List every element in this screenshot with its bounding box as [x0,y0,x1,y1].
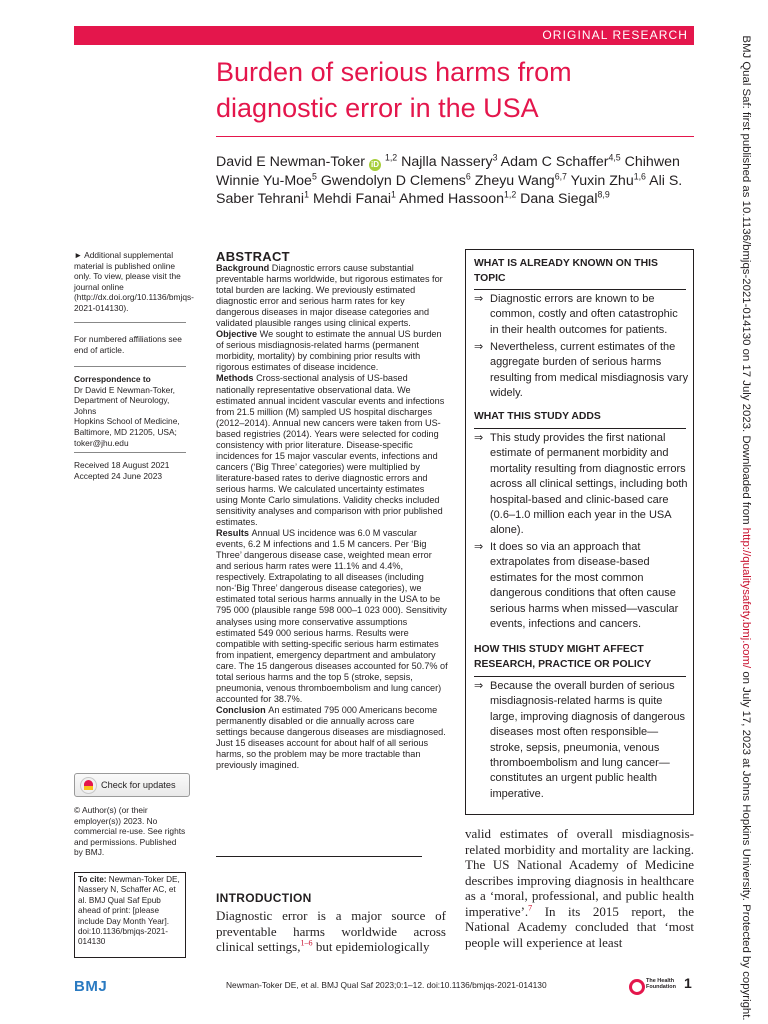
intro-text-part: Diagnostic error is a major source of preventable harms worldwide across clinical settings, [216,908,446,954]
arrow-icon: ⇒ [474,293,484,305]
author-affiliation: 1 [304,189,309,200]
arrow-icon: ⇒ [474,432,484,444]
cite-text: Newman-Toker DE, Nassery N, Schaffer AC, et al. BMJ Qual Saf Epub ahead of print: [please include Day Month Year]. doi:10.1136/bmjqs-2021-014130 [78,875,180,947]
box-item [474,340,689,402]
correspondence-heading: Correspondence to [74,374,151,384]
abstract-divider [216,856,422,857]
author-affiliation: 1,6 [633,170,646,181]
author-list [216,153,694,209]
left-divider [74,366,186,367]
affiliations-note: For numbered affiliations see end of article. [74,334,182,355]
box-item [474,679,689,802]
arrow-icon: ⇒ [474,680,484,692]
correspondence-line: Hopkins School of Medicine, [74,416,180,427]
author-name[interactable]: David E Newman-Toker [216,154,366,170]
author-name[interactable]: Mehdi Fanai [312,191,392,207]
author-name[interactable]: Adam C Schaffer [500,154,609,170]
box-item-text: Nevertheless, current estimates of the aggregate burden of serious harms resulting from medical misdiagnosis vary widely. [490,341,689,400]
box-heading-affect: HOW THIS STUDY MIGHT AFFECT RESEARCH, PRACTICE OR POLICY [474,644,652,670]
author-name[interactable]: Ali S. Saber Tehrani [216,172,683,207]
arrow-icon: ⇒ [474,541,484,553]
abstract-label: Background [216,263,270,273]
author-affiliation: 1 [391,189,396,200]
check-for-updates-button[interactable] [74,773,190,797]
abstract-section [216,705,448,771]
abstract-section [216,373,448,528]
box-item-text: This study provides the first national estimate of permanent morbidity and mortality resulting from diagnostic errors across all clinical settings, including both hospital-based and clinic-based care (0.6–1.0 million each year in the USA alone). [490,432,688,537]
box-item-text: Diagnostic errors are known to be common, costly and often catastrophic in their health outcomes for patients. [490,293,678,336]
intro-text-part: but epidemiologically [312,939,430,954]
abstract-text: Cross-sectional analysis of US-based nationally representative observational data. We estimated annual incident vascular events and infections from 21.5 million (M) sampled US hospital discharges (2012–2014). Annual new cancers were taken from US-based registries (2014). Years were selected for coding consistency with prior literature. Disease-specific incidences for 15 major vascular events, infections and cancers (‘Big Three’ categories) were multiplied by literature-based rates to derive diagnostic errors and serious harms. We calculated uncertainty estimates using Monte Carlo simulations. Validity checks included sensitivity analyses and comparison with prior published estimates. [216,373,445,528]
box-item [474,431,689,539]
box-divider [474,428,686,429]
box-heading-known: WHAT IS ALREADY KNOWN ON THIS TOPIC [474,258,658,284]
side-note-link[interactable]: http://qualitysafety.bmj.com/ [740,527,752,669]
left-divider [74,322,186,323]
abstract-section [216,263,448,329]
bmj-logo: BMJ [74,978,108,995]
body-text-part: valid estimates of overall misdiagnosis-related morbidity and mortality are lacking. The US National Academy of Medicine describes improving diagnosis in healthcare as a ‘moral, professional, and public health imperative’. [465,826,694,919]
abstract-text: Annual US incidence was 6.0 M vascular events, 6.2 M infections and 1.5 M cancers. Per ‘Big Three’ dangerous disease case, weighted mean error and serious harm rates were 11.1% and 4.4%, respectively. Extrapolating to all diseases (including non-‘Big Three’ dangerous disease categories), we estimated total serious harms annually in the USA to be 795 000 (plausible range 598 000–1 023 000). Sensitivity analyses using more conservative assumptions estimated 549 000 serious harms. Results were compatible with setting-specific serious harm estimates from inpatient, emergency department and ambulatory care. The 15 dangerous diseases accounted for 50.7% of total serious harms and the top 5 (stroke, sepsis, pneumonia, venous thromboembolism and lung cancer) accounted for 38.7%. [216,528,448,704]
author-affiliation: 5 [311,170,317,181]
orcid-icon[interactable]: iD [370,160,379,169]
dates-block [74,460,186,481]
abstract-label: Methods [216,373,254,384]
footer-citation: Newman-Toker DE, et al. BMJ Qual Saf 2023;0:1–12. doi:10.1136/bmjqs-2021-014130 [226,980,547,990]
abstract-text: We sought to estimate the annual US burden of serious misdiagnosis-related harms (permanent morbidity, mortality) by combining prior results with rigorous estimates of disease incidence. [216,329,442,373]
box-item [474,540,689,632]
box-divider [474,676,686,677]
author-name[interactable]: Chihwen Winnie Yu-Moe [216,154,680,189]
side-note-suffix: on July 17, 2023 at Johns Hopkins University. Protected by copyright. [740,671,752,1021]
key-messages-box [465,249,694,815]
author-affiliation: 4,5 [608,152,621,163]
box-divider [474,289,686,290]
author-name[interactable]: Najlla Nassery [401,154,493,170]
author-affiliation: 3 [492,152,498,163]
side-note-prefix: BMJ Qual Saf: first published as 10.1136/bmjqs-2021-014130 on 17 July 2023. Downloaded from [740,35,752,525]
article-title: Burden of serious harms from diagnostic error in the USA [216,57,572,123]
body-text-right-column [465,826,694,950]
abstract-text: Diagnostic errors cause substantial preventable harms worldwide, but rigorous estimates for total burden are lacking. We previously estimated diagnostic error and serious harm rates for key dangerous diseases in major disease categories and validated plausible ranges using clinical experts. [216,263,443,329]
check-for-updates-label: Check for updates [101,780,176,790]
received-date: Received 18 August 2021 [74,460,170,470]
author-affiliation: 6,7 [554,170,567,181]
correspondence-line: Department of Neurology, Johns [74,395,170,416]
abstract-section [216,528,448,705]
correspondence-line: Dr David E Newman-Toker, [74,384,175,395]
correspondence-email[interactable]: toker@jhu.edu [74,437,129,448]
box-item-text: It does so via an approach that extrapolates from disease-based estimates for the most common dangerous conditions that often cause serious harms when missed—vascular events, infections and cancers. [490,541,679,631]
box-heading-adds: WHAT THIS STUDY ADDS [474,411,601,422]
abstract-heading: ABSTRACT [216,249,290,264]
correspondence-block [74,374,186,448]
abstract-body [216,263,448,771]
supplemental-note: ► Additional supplemental material is published online only. To view, please visit the journal online (http://dx.doi.org/10.1136/bmjqs-2021-014130). [74,250,194,313]
introduction-heading: INTRODUCTION [216,891,312,905]
accepted-date: Accepted 24 June 2023 [74,470,163,481]
arrow-icon: ⇒ [474,341,484,353]
abstract-label: Results [216,528,249,539]
title-divider [216,136,694,137]
box-item [474,292,689,338]
author-affiliation: 8,9 [597,189,610,200]
body-text-part: In its 2015 report, the National Academy concluded that ‘most people will experience at least [465,903,694,950]
author-name[interactable]: Yuxin Zhu [570,172,634,189]
author-name[interactable]: Zheyu Wang [474,172,555,189]
left-divider [74,452,186,453]
correspondence-line: Baltimore, MD 21205, USA; [74,426,177,437]
health-foundation-logo-text: The Health Foundation [646,978,676,990]
article-type-label: ORIGINAL RESEARCH [542,28,688,42]
abstract-label: Objective [216,329,258,340]
abstract-text: An estimated 795 000 Americans become permanently disabled or die annually across care settings because dangerous diseases are misdiagnosed. Just 15 diseases account for about half of all serious harms, so the problem may be more tractable than previously imagined. [216,704,446,771]
article-type-banner [74,26,694,45]
health-foundation-logo [629,978,679,996]
author-name[interactable]: Gwendolyn D Clemens [320,172,466,189]
health-foundation-logo-icon [629,979,645,995]
author-affiliation: 6 [465,170,471,181]
abstract-label: Conclusion [216,704,266,715]
citation-box [74,872,186,958]
author-name[interactable]: Dana Siegal [520,191,598,207]
page-number: 1 [684,975,692,991]
abstract-section [216,329,448,373]
reference-link[interactable]: 1–6 [300,938,313,948]
box-item-text: Because the overall burden of serious misdiagnosis-related harms is quite large, improving diagnosis of dangerous diseases most often responsible—stroke, sepsis, pneumonia, venous thromboembolism and lung cancer—constitutes an urgent public health imperative. [490,680,686,800]
introduction-text [216,908,446,955]
author-affiliation: 1,2 [503,189,517,200]
copyright-note: © Author(s) (or their employer(s)) 2023. No commercial re-use. See rights and permissions. Published by BMJ. [74,805,186,858]
author-name[interactable]: Ahmed Hassoon [399,191,504,207]
cite-label: To cite: [78,875,107,884]
side-publication-note [726,34,752,1022]
reference-link[interactable]: 7 [528,903,533,913]
author-affiliation: 1,2 [384,152,398,163]
crossmark-icon [80,777,97,794]
